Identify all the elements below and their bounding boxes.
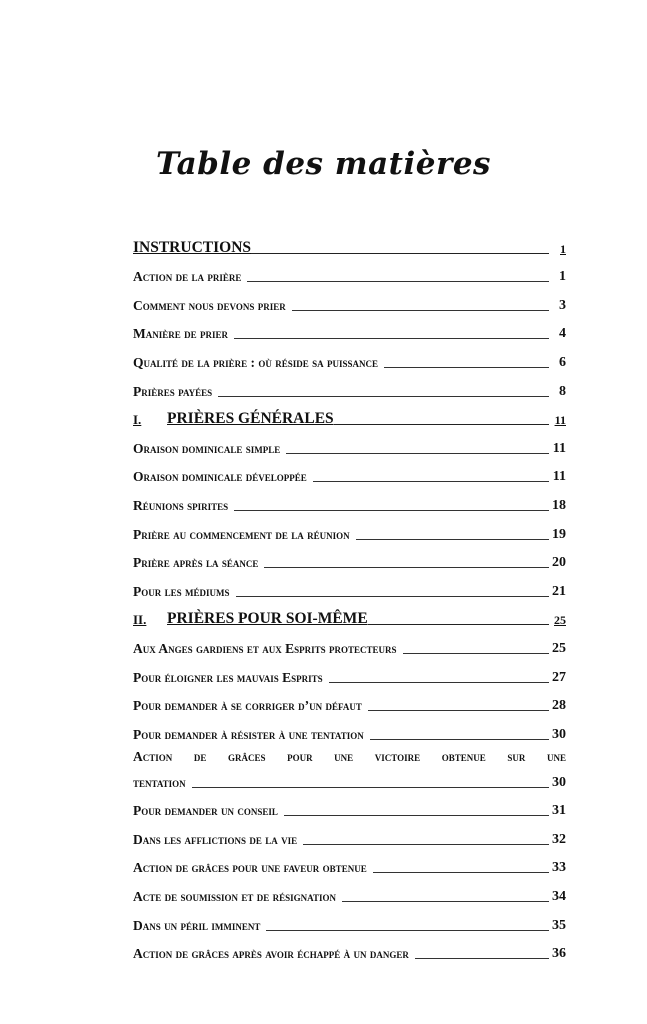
leader-line (218, 396, 549, 397)
toc-page-number: 1 (560, 241, 566, 256)
toc-entry-label: Qualité de la prière : où réside sa puissance (133, 354, 379, 370)
toc-page-number: 11 (554, 413, 566, 428)
toc-entry[interactable] (133, 285, 566, 314)
table-of-contents (133, 228, 566, 962)
toc-entry-word: grâces (227, 748, 266, 764)
toc-entry[interactable] (133, 257, 566, 286)
toc-entry-label: Dans un péril imminent (133, 917, 261, 933)
toc-entry-label: Pour demander un conseil (133, 803, 278, 819)
toc-entry[interactable] (133, 600, 566, 629)
leader-line (384, 367, 549, 368)
toc-entry[interactable] (133, 743, 566, 791)
toc-page-number: 6 (559, 354, 566, 370)
toc-entry[interactable] (133, 457, 566, 486)
toc-page-number: 35 (552, 917, 566, 933)
leader-line (342, 901, 549, 902)
toc-entry[interactable] (133, 571, 566, 600)
toc-entry-label: Action de grâces après avoir échappé à un danger (133, 946, 409, 962)
leader-line (286, 453, 549, 454)
toc-entry-label: Manière de prier (133, 326, 229, 342)
leader-line (251, 253, 549, 254)
toc-entry-label: Pour demander à se corriger d’un défaut (133, 698, 362, 714)
toc-page-number: 28 (552, 698, 566, 714)
leader-line (284, 815, 549, 816)
leader-line (329, 682, 549, 683)
toc-entry[interactable] (133, 819, 566, 848)
toc-entry[interactable] (133, 543, 566, 572)
toc-entry[interactable] (133, 428, 566, 457)
toc-entry-label: Prière après la séance (133, 555, 259, 571)
toc-entry-label: Réunions spirites (133, 497, 229, 513)
toc-entry[interactable] (133, 514, 566, 543)
toc-page-number: 18 (552, 497, 566, 513)
toc-page-number: 11 (552, 469, 566, 485)
toc-entry[interactable] (133, 228, 566, 257)
toc-entry-label: PRIÈRES POUR SOI-MÊME (167, 610, 368, 628)
leader-line (266, 930, 549, 931)
toc-entry-label: Comment nous devons prier (133, 297, 286, 313)
toc-entry-word: une (546, 748, 566, 764)
leader-line (234, 338, 549, 339)
toc-page-number: 33 (552, 860, 566, 876)
toc-page-number: 25 (552, 640, 566, 656)
toc-entry-label: INSTRUCTIONS (133, 238, 252, 256)
toc-page-number: 21 (552, 583, 566, 599)
leader-line (368, 624, 549, 625)
leader-line (264, 567, 549, 568)
toc-entry-label: Oraison dominicale développée (133, 469, 307, 485)
toc-entry-label: tentation (133, 774, 186, 790)
section-number: I. (133, 412, 142, 428)
toc-entry[interactable] (133, 876, 566, 905)
toc-entry[interactable] (133, 314, 566, 343)
toc-entry[interactable] (133, 485, 566, 514)
toc-entry-word: de (193, 748, 207, 764)
toc-entry-label: PRIÈRES GÉNÉRALES (167, 410, 334, 428)
toc-page-number: 27 (552, 669, 566, 685)
toc-entry-label: Pour demander à résister à une tentation (133, 726, 364, 742)
toc-entry-label: Acte de soumission et de résignation (133, 889, 337, 905)
section-number: II. (133, 612, 147, 628)
toc-page-number: 30 (552, 726, 566, 742)
toc-page-number: 32 (552, 831, 566, 847)
toc-page-number: 11 (552, 440, 566, 456)
toc-entry-label: Prière au commencement de la réunion (133, 526, 350, 542)
toc-page-number: 1 (559, 269, 566, 285)
leader-line (368, 710, 549, 711)
toc-page-number: 4 (559, 326, 566, 342)
toc-entry-label: Action de la prière (133, 269, 242, 285)
toc-entry-label: Pour les médiums (133, 583, 230, 599)
toc-page-number: 34 (552, 889, 566, 905)
toc-entry[interactable] (133, 934, 566, 963)
leader-line (247, 281, 549, 282)
toc-page-number: 31 (552, 803, 566, 819)
toc-page-number: 19 (552, 526, 566, 542)
toc-page-number: 8 (559, 383, 566, 399)
toc-entry[interactable] (133, 342, 566, 371)
toc-page-number: 30 (552, 774, 566, 790)
leader-line (236, 596, 549, 597)
leader-line (334, 424, 549, 425)
toc-entry-word: victoire (374, 748, 421, 764)
toc-entry[interactable] (133, 400, 566, 429)
toc-entry-word: pour (287, 748, 313, 764)
leader-line (192, 787, 549, 788)
toc-page-number: 36 (552, 946, 566, 962)
toc-entry[interactable] (133, 371, 566, 400)
toc-entry-label: Dans les afflictions de la vie (133, 831, 298, 847)
leader-line (415, 958, 549, 959)
leader-line (234, 510, 549, 511)
toc-page-number: 20 (552, 555, 566, 571)
toc-entry-word: obtenue (441, 748, 486, 764)
leader-line (292, 310, 549, 311)
leader-line (370, 739, 549, 740)
leader-line (356, 539, 549, 540)
toc-entry-label: Pour éloigner les mauvais Esprits (133, 669, 323, 685)
leader-line (303, 844, 549, 845)
toc-entry-word: sur (507, 748, 526, 764)
toc-entry-word: une (334, 748, 354, 764)
toc-entry[interactable] (133, 905, 566, 934)
leader-line (313, 481, 549, 482)
toc-entry[interactable] (133, 628, 566, 657)
page-title: Table des matières (155, 146, 491, 182)
toc-entry-label: Aux Anges gardiens et aux Esprits protecteurs (133, 640, 397, 656)
toc-entry-word: Action (133, 748, 173, 764)
toc-entry[interactable] (133, 848, 566, 877)
toc-entry[interactable] (133, 686, 566, 715)
toc-entry[interactable] (133, 791, 566, 820)
toc-entry-label: Action de grâces pour une faveur obtenue (133, 860, 367, 876)
toc-entry[interactable] (133, 657, 566, 686)
toc-entry-label: Prières payées (133, 383, 213, 399)
leader-line (373, 872, 549, 873)
toc-page-number: 25 (554, 613, 566, 628)
toc-entry-label: Oraison dominicale simple (133, 440, 281, 456)
toc-entry[interactable] (133, 714, 566, 743)
leader-line (403, 653, 549, 654)
toc-page-number: 3 (559, 297, 566, 313)
